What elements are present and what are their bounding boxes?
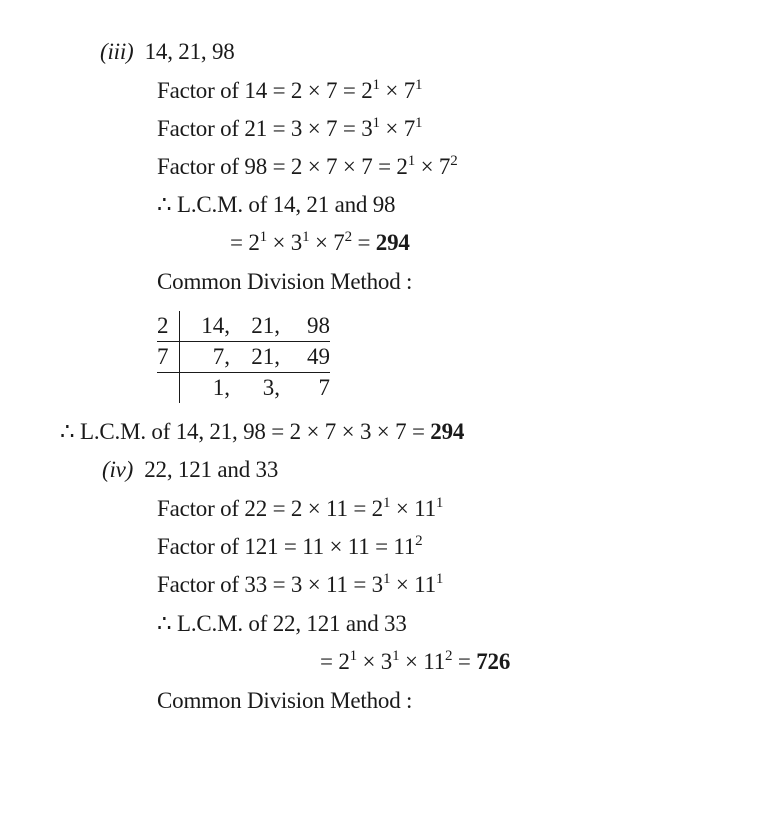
table-row: 1, 3, 7	[157, 373, 330, 404]
factor-121: Factor of $121 = 11 \times 11 = 11^2$	[157, 533, 423, 559]
part-iv-heading	[102, 456, 278, 484]
lcm-result-iii: = $2^1 \times 3^1 \times 7^2 = 294$	[230, 229, 410, 255]
lcm-statement-iv: ∴ L.C.M. of 22, 121 and 33	[157, 611, 407, 636]
factor-98: Factor of $98 = 2 \times 7 \times 7 = 2^1 \times 7^2$	[157, 153, 458, 179]
lcm-statement-iii: ∴ L.C.M. of 14, 21 and 98	[157, 192, 396, 217]
part-iv-numbers: 22, 121 and 33	[144, 457, 279, 482]
part-iii-numbers: 14, 21, 98	[144, 39, 235, 64]
factor-14: Factor of $14 = 2 \times 7 = 2^1 \times 7^1$	[157, 77, 423, 103]
factor-33: Factor of $33 = 3 \times 11 = 3^1 \times 11^1$	[157, 571, 444, 597]
factor-21: Factor of $21 = 3 \times 7 = 3^1 \times 7^1$	[157, 115, 423, 141]
division-table	[157, 311, 330, 403]
part-iii-label: (iii)	[100, 39, 134, 64]
common-division-heading-iii: Common Division Method :	[157, 269, 413, 294]
lcm-final-iii: ∴ L.C.M. of 14, 21, 98 = 2 × 7 × 3 × 7 = 294	[60, 419, 465, 444]
lcm-result-iv: = $2^1 \times 3^1 \times 11^2 = 726$	[320, 648, 511, 674]
table-row: 2 14, 21, 98	[157, 311, 330, 342]
common-division-heading-iv: Common Division Method :	[157, 688, 413, 713]
table-row: 7 7, 21, 49	[157, 342, 330, 373]
part-iii-heading	[100, 38, 235, 66]
factor-22: Factor of $22 = 2 \times 11 = 2^1 \times 11^1$	[157, 495, 444, 521]
part-iv-label: (iv)	[102, 457, 134, 482]
